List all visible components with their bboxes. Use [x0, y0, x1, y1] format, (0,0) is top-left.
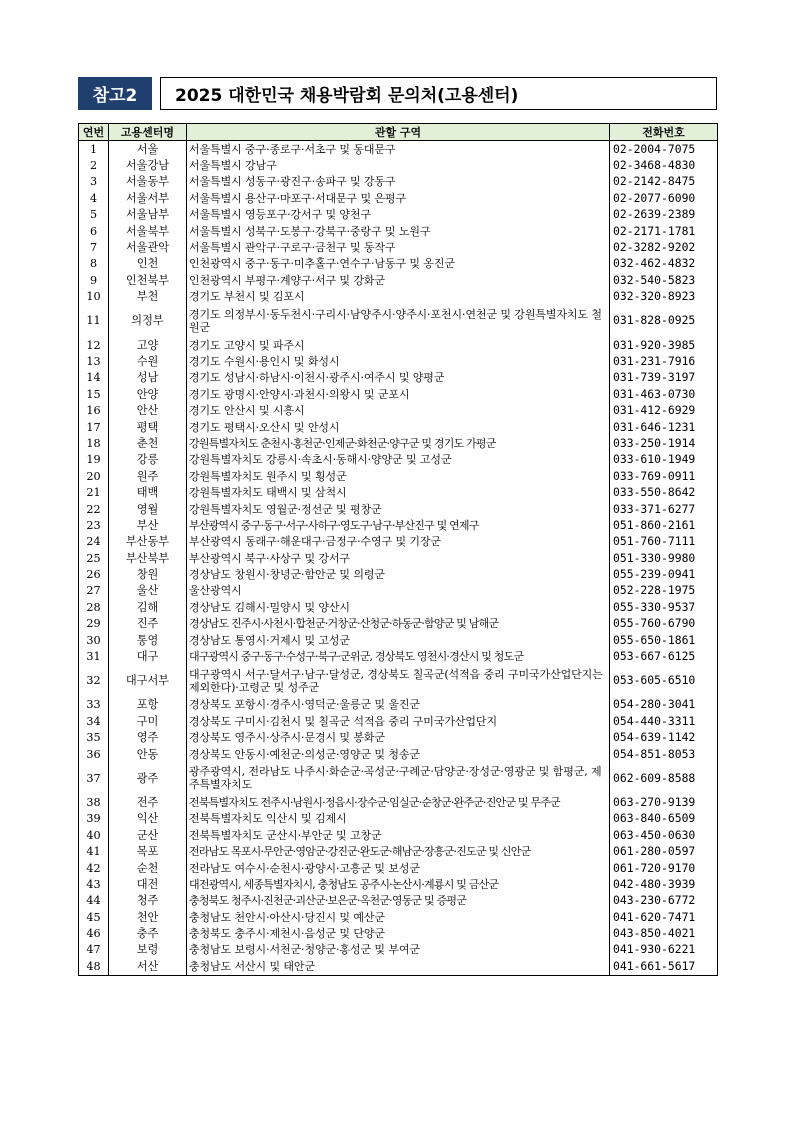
jurisdiction-area: 경상북도 포항시·경주시·영덕군·울릉군 및 울진군: [187, 697, 610, 713]
phone-number: 054-440-3311: [610, 713, 718, 729]
phone-number: 02-2171-1781: [610, 223, 718, 239]
center-name: 서산: [109, 958, 187, 975]
title-bar: [78, 77, 717, 110]
row-number: 38: [79, 794, 109, 810]
jurisdiction-area: 서울특별시 중구·종로구·서초구 및 동대문구: [187, 141, 610, 158]
jurisdiction-area: 충청남도 서산시 및 태안군: [187, 958, 610, 975]
phone-number: 032-462-4832: [610, 256, 718, 272]
center-name: 성남: [109, 370, 187, 386]
center-name: 서울북부: [109, 223, 187, 239]
table-row: [79, 157, 718, 173]
center-name: 수원: [109, 353, 187, 369]
center-name: 인천북부: [109, 272, 187, 288]
center-name: 김해: [109, 599, 187, 615]
center-name: 서울: [109, 141, 187, 158]
jurisdiction-area: 경상북도 구미시·김천시 및 칠곡군 석적읍 중리 구미국가산업단지: [187, 713, 610, 729]
phone-number: 055-239-0941: [610, 566, 718, 582]
center-name: 대구: [109, 648, 187, 664]
table-row: [79, 353, 718, 369]
row-number: 45: [79, 909, 109, 925]
table-row: [79, 958, 718, 975]
phone-number: 041-661-5617: [610, 958, 718, 975]
center-name: 통영: [109, 632, 187, 648]
center-name: 의정부: [109, 305, 187, 337]
row-number: 19: [79, 452, 109, 468]
row-number: 11: [79, 305, 109, 337]
row-number: 14: [79, 370, 109, 386]
row-number: 41: [79, 843, 109, 859]
center-name: 서울서부: [109, 190, 187, 206]
jurisdiction-area: 경기도 성남시·하남시·이천시·광주시·여주시 및 양평군: [187, 370, 610, 386]
row-number: 16: [79, 402, 109, 418]
jurisdiction-area: 전라남도 여수시·순천시·광양시·고흥군 및 보성군: [187, 860, 610, 876]
jurisdiction-area: 대구광역시 중구·동구·수성구·북구·군위군, 경상북도 영천시·경산시 및 청도군: [187, 648, 610, 664]
jurisdiction-area: 강원특별자치도 원주시 및 횡성군: [187, 468, 610, 484]
jurisdiction-area: 경상남도 진주시·사천시·합천군·거창군·산청군·하동군·함양군 및 남해군: [187, 616, 610, 632]
center-name: 목포: [109, 843, 187, 859]
jurisdiction-area: 경기도 부천시 및 김포시: [187, 289, 610, 305]
jurisdiction-area: 경상북도 영주시·상주시·문경시 및 봉화군: [187, 730, 610, 746]
document-title: 2025 대한민국 채용박람회 문의처(고용센터): [160, 77, 717, 110]
center-name: 군산: [109, 827, 187, 843]
table-row: [79, 746, 718, 762]
table-row: [79, 435, 718, 451]
table-header-row: [79, 124, 718, 141]
jurisdiction-area: 충청남도 보령시·서천군·청양군·홍성군 및 부여군: [187, 942, 610, 958]
table-row: [79, 207, 718, 223]
table-row: [79, 174, 718, 190]
table-row: [79, 566, 718, 582]
phone-number: 033-371-6277: [610, 501, 718, 517]
phone-number: 055-330-9537: [610, 599, 718, 615]
jurisdiction-area: 전북특별자치도 익산시 및 김제시: [187, 811, 610, 827]
jurisdiction-area: 서울특별시 강남구: [187, 157, 610, 173]
jurisdiction-area: 경기도 평택시·오산시 및 안성시: [187, 419, 610, 435]
center-name: 광주: [109, 762, 187, 794]
center-name: 구미: [109, 713, 187, 729]
row-number: 3: [79, 174, 109, 190]
row-number: 40: [79, 827, 109, 843]
header-area: 관할 구역: [187, 124, 610, 141]
jurisdiction-area: 전라남도 목포시·무안군·영암군·강진군·완도군·해남군·장흥군·진도군 및 신안군: [187, 843, 610, 859]
table-row: [79, 386, 718, 402]
row-number: 26: [79, 566, 109, 582]
jurisdiction-area: 서울특별시 관악구·구로구·금천구 및 동작구: [187, 239, 610, 255]
table-row: [79, 860, 718, 876]
row-number: 4: [79, 190, 109, 206]
jurisdiction-area: 부산광역시 동래구·해운대구·금정구·수영구 및 기장군: [187, 534, 610, 550]
row-number: 24: [79, 534, 109, 550]
row-number: 20: [79, 468, 109, 484]
jurisdiction-area: 경기도 광명시·안양시·과천시·의왕시 및 군포시: [187, 386, 610, 402]
table-row: [79, 616, 718, 632]
center-name: 서울강남: [109, 157, 187, 173]
phone-number: 061-720-9170: [610, 860, 718, 876]
jurisdiction-area: 전북특별자치도 전주시·남원시·정읍시·장수군·임실군·순창군·완주군·진안군 및 무주군: [187, 794, 610, 810]
phone-number: 052-228-1975: [610, 583, 718, 599]
reference-tag: 참고2: [78, 77, 152, 110]
jurisdiction-area: 대구광역시 서구·달서구·남구·달성군, 경상북도 칠곡군(석적읍 중리 구미국가산업단지는 제외한다)·고령군 및 성주군: [187, 665, 610, 697]
phone-number: 031-412-6929: [610, 402, 718, 418]
phone-number: 031-920-3985: [610, 337, 718, 353]
phone-number: 02-2142-8475: [610, 174, 718, 190]
center-name: 서울동부: [109, 174, 187, 190]
row-number: 12: [79, 337, 109, 353]
phone-number: 042-480-3939: [610, 876, 718, 892]
table-body: [79, 141, 718, 976]
table-row: [79, 843, 718, 859]
row-number: 46: [79, 925, 109, 941]
jurisdiction-area: 충청북도 충주시·제천시·음성군 및 단양군: [187, 925, 610, 941]
table-row: [79, 419, 718, 435]
jurisdiction-area: 광주광역시, 전라남도 나주시·화순군·곡성군·구례군·담양군·장성군·영광군 및 함평군, 제주특별자치도: [187, 762, 610, 794]
row-number: 17: [79, 419, 109, 435]
row-number: 32: [79, 665, 109, 697]
center-name: 안동: [109, 746, 187, 762]
table-row: [79, 876, 718, 892]
center-name: 원주: [109, 468, 187, 484]
row-number: 31: [79, 648, 109, 664]
phone-number: 02-2077-6090: [610, 190, 718, 206]
phone-number: 02-3468-4830: [610, 157, 718, 173]
center-name: 대구서부: [109, 665, 187, 697]
row-number: 25: [79, 550, 109, 566]
row-number: 6: [79, 223, 109, 239]
row-number: 35: [79, 730, 109, 746]
jurisdiction-area: 서울특별시 용산구·마포구·서대문구 및 은평구: [187, 190, 610, 206]
phone-number: 054-280-3041: [610, 697, 718, 713]
phone-number: 041-930-6221: [610, 942, 718, 958]
row-number: 36: [79, 746, 109, 762]
center-name: 익산: [109, 811, 187, 827]
row-number: 18: [79, 435, 109, 451]
center-name: 보령: [109, 942, 187, 958]
jurisdiction-area: 경상남도 통영시·거제시 및 고성군: [187, 632, 610, 648]
center-name: 서울관악: [109, 239, 187, 255]
center-name: 순천: [109, 860, 187, 876]
jurisdiction-area: 인천광역시 중구·동구·미추홀구·연수구·남동구 및 옹진군: [187, 256, 610, 272]
jurisdiction-area: 충청남도 천안시·아산시·당진시 및 예산군: [187, 909, 610, 925]
center-name: 강릉: [109, 452, 187, 468]
jurisdiction-area: 부산광역시 북구·사상구 및 강서구: [187, 550, 610, 566]
center-name: 안산: [109, 402, 187, 418]
center-name: 평택: [109, 419, 187, 435]
jurisdiction-area: 전북특별자치도 군산시·부안군 및 고창군: [187, 827, 610, 843]
center-name: 창원: [109, 566, 187, 582]
center-name: 춘천: [109, 435, 187, 451]
phone-number: 062-609-8588: [610, 762, 718, 794]
center-name: 포항: [109, 697, 187, 713]
phone-number: 033-610-1949: [610, 452, 718, 468]
table-row: [79, 141, 718, 158]
table-row: [79, 239, 718, 255]
jurisdiction-area: 강원특별자치도 춘천시·홍천군·인제군·화천군·양구군 및 경기도 가평군: [187, 435, 610, 451]
row-number: 2: [79, 157, 109, 173]
phone-number: 031-828-0925: [610, 305, 718, 337]
phone-number: 051-330-9980: [610, 550, 718, 566]
header-center: 고용센터명: [109, 124, 187, 141]
phone-number: 032-540-5823: [610, 272, 718, 288]
jurisdiction-area: 서울특별시 성동구·광진구·송파구 및 강동구: [187, 174, 610, 190]
row-number: 29: [79, 616, 109, 632]
phone-number: 055-760-6790: [610, 616, 718, 632]
jurisdiction-area: 서울특별시 성북구·도봉구·강북구·중랑구 및 노원구: [187, 223, 610, 239]
table-row: [79, 909, 718, 925]
phone-number: 063-270-9139: [610, 794, 718, 810]
center-name: 안양: [109, 386, 187, 402]
phone-number: 033-769-0911: [610, 468, 718, 484]
table-row: [79, 583, 718, 599]
table-row: [79, 534, 718, 550]
phone-number: 051-760-7111: [610, 534, 718, 550]
jurisdiction-area: 서울특별시 영등포구·강서구 및 양천구: [187, 207, 610, 223]
center-name: 충주: [109, 925, 187, 941]
center-name: 천안: [109, 909, 187, 925]
jurisdiction-area: 강원특별자치도 영월군·정선군 및 평창군: [187, 501, 610, 517]
jurisdiction-area: 부산광역시 중구·동구·서구·사하구·영도구·남구·부산진구 및 연제구: [187, 517, 610, 533]
jurisdiction-area: 경기도 고양시 및 파주시: [187, 337, 610, 353]
table-row: [79, 665, 718, 697]
table-row: [79, 190, 718, 206]
center-name: 서울남부: [109, 207, 187, 223]
row-number: 15: [79, 386, 109, 402]
row-number: 44: [79, 893, 109, 909]
table-row: [79, 697, 718, 713]
phone-number: 033-550-8642: [610, 484, 718, 500]
table-row: [79, 648, 718, 664]
row-number: 33: [79, 697, 109, 713]
table-row: [79, 632, 718, 648]
row-number: 13: [79, 353, 109, 369]
row-number: 37: [79, 762, 109, 794]
table-row: [79, 223, 718, 239]
jurisdiction-area: 경상남도 창원시·창녕군·함안군 및 의령군: [187, 566, 610, 582]
table-row: [79, 827, 718, 843]
table-row: [79, 762, 718, 794]
jurisdiction-area: 경기도 의정부시·동두천시·구리시·남양주시·양주시·포천시·연천군 및 강원특별자치도 철원군: [187, 305, 610, 337]
row-number: 47: [79, 942, 109, 958]
row-number: 8: [79, 256, 109, 272]
phone-number: 02-3282-9202: [610, 239, 718, 255]
row-number: 43: [79, 876, 109, 892]
header-no: 연번: [79, 124, 109, 141]
center-name: 울산: [109, 583, 187, 599]
table-row: [79, 713, 718, 729]
center-name: 태백: [109, 484, 187, 500]
table-row: [79, 484, 718, 500]
row-number: 7: [79, 239, 109, 255]
jurisdiction-area: 경상남도 김해시·밀양시 및 양산시: [187, 599, 610, 615]
center-name: 대전: [109, 876, 187, 892]
center-name: 부산: [109, 517, 187, 533]
table-row: [79, 402, 718, 418]
center-name: 진주: [109, 616, 187, 632]
phone-number: 054-639-1142: [610, 730, 718, 746]
table-row: [79, 811, 718, 827]
table-row: [79, 501, 718, 517]
table-row: [79, 452, 718, 468]
phone-number: 041-620-7471: [610, 909, 718, 925]
jurisdiction-area: 울산광역시: [187, 583, 610, 599]
phone-number: 055-650-1861: [610, 632, 718, 648]
phone-number: 02-2004-7075: [610, 141, 718, 158]
jurisdiction-area: 인천광역시 부평구·계양구·서구 및 강화군: [187, 272, 610, 288]
table-row: [79, 599, 718, 615]
phone-number: 051-860-2161: [610, 517, 718, 533]
table-row: [79, 942, 718, 958]
jurisdiction-area: 대전광역시, 세종특별자치시, 충청남도 공주시·논산시·계룡시 및 금산군: [187, 876, 610, 892]
row-number: 42: [79, 860, 109, 876]
phone-number: 061-280-0597: [610, 843, 718, 859]
center-name: 청주: [109, 893, 187, 909]
phone-number: 032-320-8923: [610, 289, 718, 305]
jurisdiction-area: 충청북도 청주시·진천군·괴산군·보은군·옥천군·영동군 및 증평군: [187, 893, 610, 909]
phone-number: 02-2639-2389: [610, 207, 718, 223]
row-number: 27: [79, 583, 109, 599]
phone-number: 054-851-8053: [610, 746, 718, 762]
table-row: [79, 893, 718, 909]
table-row: [79, 272, 718, 288]
phone-number: 053-605-6510: [610, 665, 718, 697]
row-number: 5: [79, 207, 109, 223]
table-row: [79, 468, 718, 484]
table-row: [79, 925, 718, 941]
row-number: 30: [79, 632, 109, 648]
phone-number: 033-250-1914: [610, 435, 718, 451]
table-row: [79, 337, 718, 353]
center-name: 영월: [109, 501, 187, 517]
phone-number: 031-463-0730: [610, 386, 718, 402]
phone-number: 043-230-6772: [610, 893, 718, 909]
table-row: [79, 794, 718, 810]
row-number: 9: [79, 272, 109, 288]
contact-table: [78, 123, 718, 976]
row-number: 21: [79, 484, 109, 500]
center-name: 영주: [109, 730, 187, 746]
center-name: 부산북부: [109, 550, 187, 566]
phone-number: 063-450-0630: [610, 827, 718, 843]
center-name: 부산동부: [109, 534, 187, 550]
row-number: 48: [79, 958, 109, 975]
phone-number: 031-231-7916: [610, 353, 718, 369]
row-number: 22: [79, 501, 109, 517]
row-number: 1: [79, 141, 109, 158]
phone-number: 063-840-6509: [610, 811, 718, 827]
header-tel: 전화번호: [610, 124, 718, 141]
jurisdiction-area: 경기도 수원시·용인시 및 화성시: [187, 353, 610, 369]
phone-number: 031-646-1231: [610, 419, 718, 435]
center-name: 부천: [109, 289, 187, 305]
jurisdiction-area: 경상북도 안동시·예천군·의성군·영양군 및 청송군: [187, 746, 610, 762]
center-name: 전주: [109, 794, 187, 810]
center-name: 인천: [109, 256, 187, 272]
jurisdiction-area: 강원특별자치도 태백시 및 삼척시: [187, 484, 610, 500]
row-number: 34: [79, 713, 109, 729]
row-number: 10: [79, 289, 109, 305]
table-row: [79, 517, 718, 533]
table-row: [79, 550, 718, 566]
table-row: [79, 289, 718, 305]
jurisdiction-area: 강원특별자치도 강릉시·속초시·동해시·양양군 및 고성군: [187, 452, 610, 468]
row-number: 23: [79, 517, 109, 533]
row-number: 39: [79, 811, 109, 827]
row-number: 28: [79, 599, 109, 615]
table-row: [79, 305, 718, 337]
phone-number: 031-739-3197: [610, 370, 718, 386]
table-row: [79, 370, 718, 386]
jurisdiction-area: 경기도 안산시 및 시흥시: [187, 402, 610, 418]
table-row: [79, 730, 718, 746]
table-row: [79, 256, 718, 272]
phone-number: 043-850-4021: [610, 925, 718, 941]
phone-number: 053-667-6125: [610, 648, 718, 664]
center-name: 고양: [109, 337, 187, 353]
